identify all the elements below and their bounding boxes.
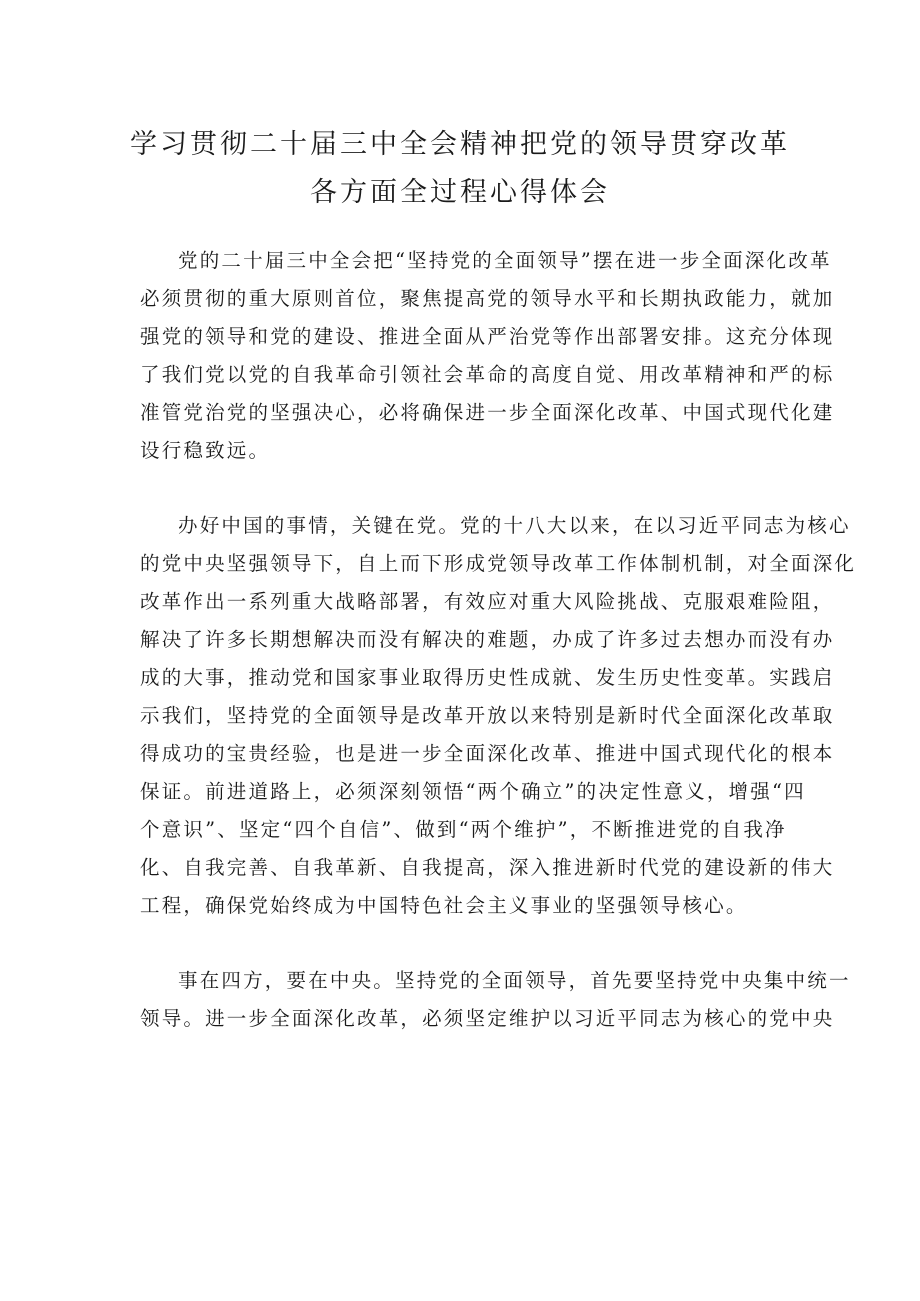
paragraph-line: 改革作出一系列重大战略部署，有效应对重大风险挑战、克服艰难险阻，: [140, 590, 835, 613]
paragraph-line: 领导。进一步全面深化改革，必须坚定维护以习近平同志为核心的党中央: [140, 1007, 835, 1030]
paragraph-line: 强党的领导和党的建设、推进全面从严治党等作出部署安排。这充分体现: [140, 325, 835, 348]
paragraph-line: 设行稳致远。: [140, 439, 271, 462]
paragraph-3: [140, 962, 851, 1038]
paragraph-line: 党的二十届三中全会把“坚持党的全面领导”摆在进一步全面深化改革: [178, 249, 832, 272]
paragraph-line: 办好中国的事情，关键在党。党的十八大以来，在以习近平同志为核心: [178, 514, 851, 537]
paragraph-line: 准管党治党的坚强决心，必将确保进一步全面深化改革、中国式现代化建: [140, 401, 835, 424]
paragraph-spacer: [140, 925, 792, 962]
paragraph-line: 了我们党以党的自我革命引领社会革命的高度自觉、用改革精神和严的标: [140, 363, 835, 386]
paragraph-line: 必须贯彻的重大原则首位，聚焦提高党的领导水平和长期执政能力，就加: [140, 287, 835, 310]
paragraph-line: 保证。前进道路上，必须深刻领悟“两个确立”的决定性意义，增强“四: [140, 780, 806, 803]
paragraph-line: 工程，确保党始终成为中国特色社会主义事业的坚强领导核心。: [140, 894, 748, 917]
title-line: 各方面全过程心得体会: [310, 177, 610, 208]
title-line: 学习贯彻二十届三中全会精神把党的领导贯穿改革: [130, 129, 790, 160]
paragraph-1: [140, 242, 835, 470]
paragraph-line: 的党中央坚强领导下，自上而下形成党领导改革工作体制机制，对全面深化: [140, 552, 857, 575]
paragraph-line: 示我们，坚持党的全面领导是改革开放以来特别是新时代全面深化改革取: [140, 704, 835, 727]
paragraph-line: 得成功的宝贵经验，也是进一步全面深化改革、推进中国式现代化的根本: [140, 742, 835, 765]
paragraph-2: [140, 507, 857, 925]
paragraph-line: 个意识”、坚定“四个自信”、做到“两个维护”，不断推进党的自我净: [140, 818, 787, 841]
paragraph-line: 事在四方，要在中央。坚持党的全面领导，首先要坚持党中央集中统一: [178, 969, 851, 992]
paragraph-line: 成的大事，推动党和国家事业取得历史性成就、发生历史性变革。实践启: [140, 666, 835, 689]
paragraph-line: 化、自我完善、自我革新、自我提高，深入推进新时代党的建设新的伟大: [140, 856, 835, 879]
document-title: [130, 121, 790, 217]
paragraph-spacer: [140, 470, 792, 507]
paragraph-line: 解决了许多长期想解决而没有解决的难题，办成了许多过去想办而没有办: [140, 628, 835, 651]
document-body: [140, 242, 857, 1038]
